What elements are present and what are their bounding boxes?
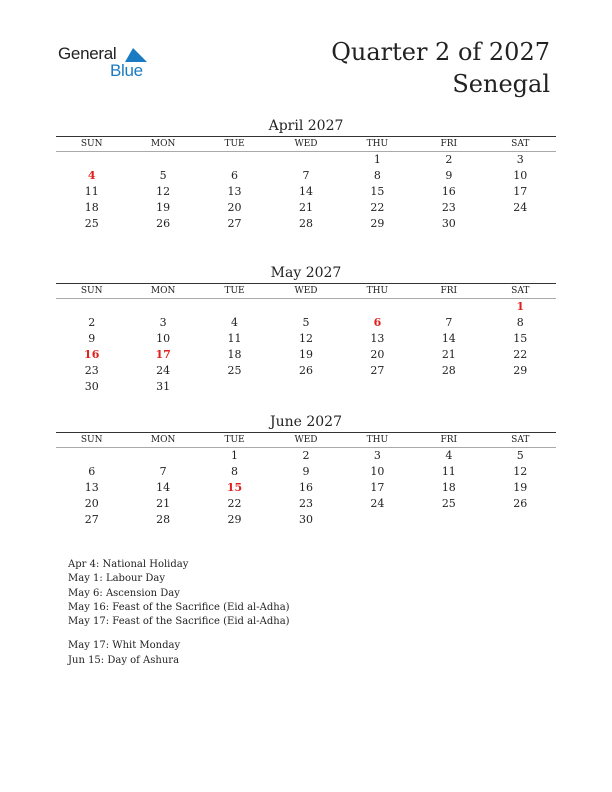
day-cell: 8 (516, 316, 524, 329)
empty-day-cell (485, 512, 556, 528)
day-cell: 24 (513, 201, 528, 214)
day-cell: 2 (88, 316, 96, 329)
month-title: May 2027 (270, 265, 342, 281)
empty-day-cell (413, 379, 484, 395)
holiday-notes (68, 558, 290, 668)
day-cell: 18 (441, 481, 456, 494)
day-cell: 11 (84, 185, 99, 198)
empty-day-cell (270, 379, 341, 395)
empty-day-cell (413, 299, 484, 316)
day-cell: 24 (156, 364, 171, 377)
day-cell: 23 (441, 201, 456, 214)
day-cell: 16 (298, 481, 313, 494)
day-cell: 20 (84, 497, 99, 510)
day-cell: 28 (298, 217, 313, 230)
day-cell: 8 (231, 465, 239, 478)
day-cell: 25 (441, 497, 456, 510)
empty-day-cell (56, 299, 127, 316)
week-row (56, 152, 556, 169)
day-cell: 25 (84, 217, 99, 230)
day-cell: 22 (370, 201, 385, 214)
day-cell: 9 (88, 332, 96, 345)
weekday-header: SAT (485, 137, 556, 152)
day-cell: 15 (513, 332, 528, 345)
weekday-header: THU (342, 137, 413, 152)
empty-day-cell (270, 299, 341, 316)
title-quarter: Quarter 2 of 2027 (331, 38, 550, 66)
calendar-grid (56, 284, 556, 395)
day-cell: 30 (84, 380, 99, 393)
day-cell: 29 (370, 217, 385, 230)
day-cell: 19 (513, 481, 528, 494)
week-row (56, 200, 556, 216)
weekday-header: SUN (56, 433, 127, 448)
day-cell: 9 (302, 465, 310, 478)
day-cell: 31 (156, 380, 171, 393)
logo-text-general: General (58, 44, 117, 63)
day-cell: 14 (441, 332, 456, 345)
day-cell: 13 (370, 332, 385, 345)
day-cell: 27 (370, 364, 385, 377)
week-row (56, 480, 556, 496)
weekday-header: MON (127, 433, 198, 448)
page-title (331, 36, 550, 100)
month-title: June 2027 (269, 414, 342, 430)
day-cell: 30 (298, 513, 313, 526)
week-row (56, 216, 556, 232)
day-cell: 23 (298, 497, 313, 510)
day-cell: 17 (370, 481, 385, 494)
empty-day-cell (127, 152, 198, 169)
day-cell: 26 (156, 217, 171, 230)
day-cell: 30 (441, 217, 456, 230)
day-cell: 29 (227, 513, 242, 526)
empty-day-cell (342, 299, 413, 316)
day-cell: 11 (227, 332, 242, 345)
day-cell: 5 (302, 316, 310, 329)
day-cell: 13 (84, 481, 99, 494)
holiday-note: May 17: Whit Monday (68, 640, 181, 652)
weekday-header: MON (127, 284, 198, 299)
day-cell: 23 (84, 364, 99, 377)
day-cell: 21 (156, 497, 171, 510)
week-row (56, 363, 556, 379)
day-cell: 3 (373, 449, 381, 462)
weekday-header: WED (270, 433, 341, 448)
day-cell: 2 (302, 449, 310, 462)
week-row (56, 496, 556, 512)
day-cell: 1 (231, 449, 239, 462)
weekday-header: FRI (413, 137, 484, 152)
day-cell: 6 (88, 465, 96, 478)
calendar-grid (56, 433, 556, 528)
empty-day-cell (199, 152, 270, 169)
week-row (56, 379, 556, 395)
week-row (56, 448, 556, 465)
empty-day-cell (413, 512, 484, 528)
day-cell: 6 (373, 316, 382, 329)
month-june (56, 412, 556, 528)
day-cell: 22 (227, 497, 242, 510)
day-cell: 21 (441, 348, 456, 361)
week-row (56, 464, 556, 480)
day-cell: 25 (227, 364, 242, 377)
day-cell: 14 (156, 481, 171, 494)
day-cell: 4 (87, 169, 96, 182)
weekday-header: WED (270, 284, 341, 299)
month-may (56, 263, 556, 395)
day-cell: 17 (155, 348, 171, 361)
day-cell: 18 (227, 348, 242, 361)
day-cell: 7 (159, 465, 167, 478)
day-cell: 26 (513, 497, 528, 510)
holiday-note: May 6: Ascension Day (68, 587, 180, 599)
day-cell: 17 (513, 185, 528, 198)
weekday-header: THU (342, 284, 413, 299)
week-row (56, 184, 556, 200)
day-cell: 12 (513, 465, 528, 478)
day-cell: 5 (516, 449, 524, 462)
holiday-note: Apr 4: National Holiday (68, 559, 189, 570)
day-cell: 19 (298, 348, 313, 361)
logo-text-blue: Blue (110, 61, 143, 80)
day-cell: 28 (156, 513, 171, 526)
weekday-header: FRI (413, 433, 484, 448)
title-country: Senegal (452, 70, 550, 98)
month-title: April 2027 (268, 118, 344, 134)
day-cell: 14 (298, 185, 313, 198)
calendar-grid (56, 137, 556, 232)
weekday-header: SUN (56, 137, 127, 152)
weekday-header: THU (342, 433, 413, 448)
day-cell: 8 (373, 169, 381, 182)
empty-day-cell (56, 152, 127, 169)
day-cell: 27 (227, 217, 242, 230)
notes-spacer (68, 629, 290, 639)
empty-day-cell (127, 299, 198, 316)
day-cell: 13 (227, 185, 242, 198)
day-cell: 4 (231, 316, 239, 329)
weekday-header: TUE (199, 433, 270, 448)
brand-logo (58, 44, 158, 80)
day-cell: 3 (159, 316, 167, 329)
month-april (56, 116, 556, 232)
day-cell: 27 (84, 513, 99, 526)
day-cell: 5 (159, 169, 167, 182)
day-cell: 15 (370, 185, 385, 198)
day-cell: 12 (156, 185, 171, 198)
weekday-header: MON (127, 137, 198, 152)
day-cell: 21 (298, 201, 313, 214)
week-row (56, 512, 556, 528)
day-cell: 29 (513, 364, 528, 377)
empty-day-cell (342, 379, 413, 395)
day-cell: 7 (302, 169, 310, 182)
day-cell: 16 (441, 185, 456, 198)
weekday-header: FRI (413, 284, 484, 299)
day-cell: 18 (84, 201, 99, 214)
day-cell: 2 (445, 153, 453, 166)
week-row (56, 299, 556, 316)
empty-day-cell (56, 448, 127, 465)
empty-day-cell (199, 379, 270, 395)
day-cell: 26 (298, 364, 313, 377)
empty-day-cell (485, 216, 556, 232)
weekday-header: SAT (485, 284, 556, 299)
day-cell: 10 (370, 465, 385, 478)
empty-day-cell (199, 299, 270, 316)
day-cell: 12 (298, 332, 313, 345)
day-cell: 10 (513, 169, 528, 182)
day-cell: 1 (516, 300, 525, 313)
holiday-note: May 16: Feast of the Sacrifice (Eid al-Adha) (68, 601, 290, 613)
week-row (56, 315, 556, 331)
empty-day-cell (127, 448, 198, 465)
holiday-note: May 1: Labour Day (68, 573, 165, 585)
day-cell: 16 (84, 348, 100, 361)
day-cell: 22 (513, 348, 528, 361)
empty-day-cell (270, 152, 341, 169)
day-cell: 6 (231, 169, 239, 182)
logo-flag-icon (125, 48, 147, 62)
day-cell: 15 (226, 481, 243, 494)
weekday-header: TUE (199, 137, 270, 152)
day-cell: 10 (156, 332, 171, 345)
weekday-header: SUN (56, 284, 127, 299)
day-cell: 24 (370, 497, 385, 510)
empty-day-cell (342, 512, 413, 528)
day-cell: 4 (445, 449, 453, 462)
day-cell: 19 (156, 201, 171, 214)
empty-day-cell (485, 379, 556, 395)
day-cell: 7 (445, 316, 453, 329)
day-cell: 1 (373, 153, 381, 166)
holiday-note: Jun 15: Day of Ashura (68, 654, 180, 666)
day-cell: 20 (227, 201, 242, 214)
holiday-note: May 17: Feast of the Sacrifice (Eid al-Adha) (68, 616, 290, 628)
weekday-header: SAT (485, 433, 556, 448)
week-row (56, 331, 556, 347)
day-cell: 28 (441, 364, 456, 377)
day-cell: 11 (441, 465, 456, 478)
week-row (56, 347, 556, 363)
day-cell: 9 (445, 169, 453, 182)
day-cell: 3 (516, 153, 524, 166)
week-row (56, 168, 556, 184)
weekday-header: WED (270, 137, 341, 152)
weekday-header: TUE (199, 284, 270, 299)
day-cell: 20 (370, 348, 385, 361)
